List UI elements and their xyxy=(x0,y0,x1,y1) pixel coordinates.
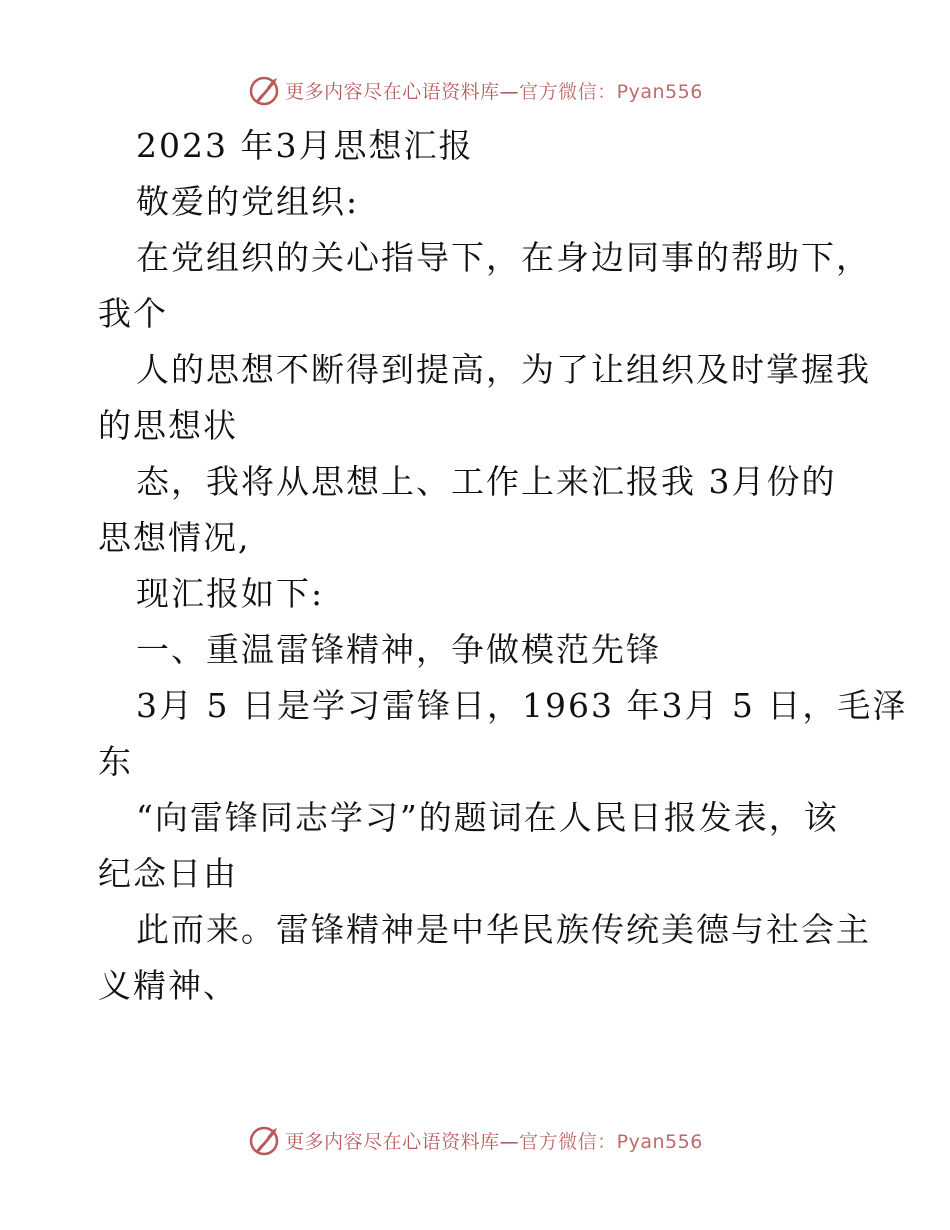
document-line: 东 xyxy=(98,742,133,781)
watermark-main-text: 更多内容尽在心语资料库 xyxy=(285,1130,500,1153)
document-line: 此而来。雷锋精神是中华民族传统美德与社会主 xyxy=(136,910,871,949)
watermark-wechat-text: 官方微信：Pyan556 xyxy=(519,1130,703,1153)
document-line: 义精神、 xyxy=(98,966,238,1005)
document-line: “向雷锋同志学习”的题词在人民日报发表，该 xyxy=(136,798,839,837)
document-line: 人的思想不断得到提高，为了让组织及时掌握我 xyxy=(136,350,871,389)
document-line: 纪念日由 xyxy=(98,854,238,893)
watermark-separator: — xyxy=(499,1130,520,1153)
document-line: 态，我将从思想上、工作上来汇报我 3月份的 xyxy=(136,462,837,501)
document-line: 现汇报如下: xyxy=(136,574,325,613)
document-salutation: 敬爱的党组织: xyxy=(136,182,360,221)
quill-pen-logo-icon xyxy=(247,72,283,108)
quill-pen-logo-icon xyxy=(247,1122,283,1158)
document-line: 思想情况, xyxy=(98,518,251,557)
document-body xyxy=(98,118,908,1014)
watermark-text xyxy=(285,1127,703,1154)
document-line: 我个 xyxy=(98,294,168,333)
footer-watermark-banner xyxy=(0,1120,950,1160)
document-paragraphs xyxy=(98,230,908,1014)
document-line: 一、重温雷锋精神，争做模范先锋 xyxy=(136,630,661,669)
header-watermark-banner xyxy=(0,70,950,110)
watermark-separator: — xyxy=(499,80,520,103)
watermark-main-text: 更多内容尽在心语资料库 xyxy=(285,80,500,103)
document-line: 3月 5 日是学习雷锋日，1963 年3月 5 日，毛泽 xyxy=(136,686,908,725)
watermark-text xyxy=(285,77,703,104)
document-title: 2023 年3月思想汇报 xyxy=(136,126,474,165)
watermark-wechat-text: 官方微信：Pyan556 xyxy=(519,80,703,103)
document-line: 的思想状 xyxy=(98,406,238,445)
document-line: 在党组织的关心指导下，在身边同事的帮助下， xyxy=(136,238,871,277)
